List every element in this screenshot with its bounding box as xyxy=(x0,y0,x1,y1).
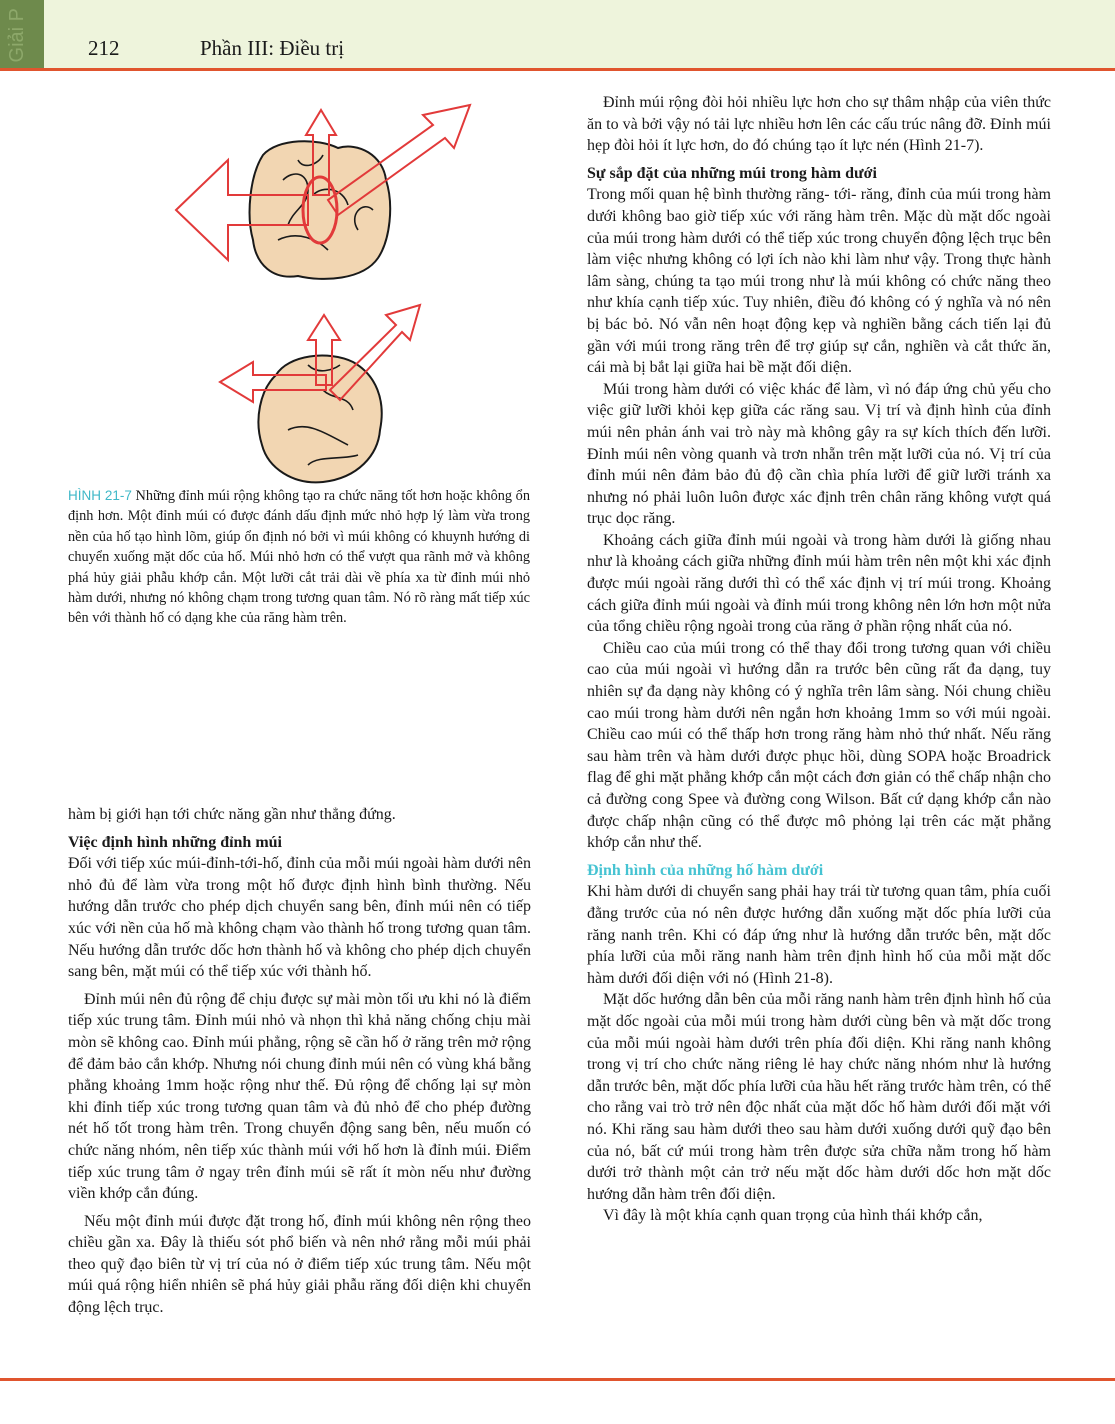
section-heading: Việc định hình những đỉnh múi xyxy=(68,833,282,851)
paragraph: Chiều cao của múi trong có thể thay đổi trong tương quan với chiều cao của múi ngoài vì hướng dẫn ra trước bên cũng rất đa dạng, tuy nhiên sự đa dạng này không có ý nghĩa trên lâm sàng. Nói chung chiều cao múi trong hàm dưới nên ngắn hơn khoảng 1mm so với múi ngoài. Chiều cao múi có thể thấp hơn trong răng hàm nhỏ thứ nhất. Nếu răng sau hàm trên và hàm dưới được phục hồi, dùng SOPA hoặc Broadrick flag để ghi mặt phẳng khớp cắn một cách đơn giản có thể chấp nhận cho cả đường cong Spee và đường cong Wilson. Bất cứ dạng khớp cắn nào được chấp nhận cũng có thể được mô phỏng lại trên các mặt phẳng khớp cắn như thế. xyxy=(587,639,1051,852)
left-column xyxy=(68,804,531,1319)
side-tab-label: Giải P xyxy=(6,8,28,63)
page-number: 212 xyxy=(88,36,120,60)
section-heading: Sự sắp đặt của những múi trong hàm dưới xyxy=(587,164,877,182)
running-head: Phần III: Điều trị xyxy=(200,36,345,60)
right-column xyxy=(587,92,1051,1227)
paragraph: Múi trong hàm dưới có việc khác để làm, vì nó đáp ứng chủ yếu cho việc giữ lưỡi khỏi kẹp giữa các răng sau. Vị trí và định hình của đỉnh múi nên phản ánh vai trò này mà không gây ra sự kích thích đến lưỡi. Đỉnh múi nên vòng quanh và trơn nhẵn trên mặt lưỡi của nó. Vị trí của đỉnh múi nên đảm bảo đủ độ cần chìa phía lưỡi để giữ lưỡi tránh xa nhưng nó phải luôn luôn được xác định trên chân răng không vượt quá trục dọc răng. xyxy=(587,380,1051,528)
paragraph: Trong mối quan hệ bình thường răng- tới- răng, đỉnh của múi trong hàm dưới không bao giờ tiếp xúc với răng hàm trên. Mặc dù mặt dốc ngoài của múi trong hàm dưới có thể tiếp xúc trong chuyển động lệch trục bên làm việc nhưng không có lợi ích nào khi làm như vậy. Trong thực hành lâm sàng, chúng ta tạo múi trong như là múi không có chức năng theo như khía cạnh tiếp xúc. Tuy nhiên, điều đó không có ý nghĩa và nó nên bị bác bỏ. Nó vẫn nên hoạt động kẹp và nghiền bằng cách tiến lại đủ gần với múi trong răng trên để trợ giúp sự cắn, nghiền và cắt thức ăn, cái mà bị bắt lại giữa hai bề mặt đối diện. xyxy=(587,186,1051,377)
paragraph: Khoảng cách giữa đỉnh múi ngoài và trong hàm dưới là giống nhau như là khoảng cách giữa những đỉnh múi hàm trên nên một khi xác định được múi ngoài răng dưới thì có thể xác định vị trí múi trong. Khoảng cách giữa đỉnh múi ngoài và đỉnh múi trong không nên lớn hơn một nửa của tổng chiều rộng ngoài trong của răng ở phần rộng nhất của nó. xyxy=(587,531,1051,636)
paragraph: Đỉnh múi rộng đòi hỏi nhiều lực hơn cho sự thâm nhập của viên thức ăn to và bởi vậy nó tải lực nhiều hơn lên các cấu trúc nâng đỡ. Đỉnh múi hẹp đòi hỏi ít lực hơn, do đó chúng tạo ít lực nén (Hình 21-7). xyxy=(587,94,1051,155)
tooth-narrow-cusp xyxy=(220,305,420,482)
paragraph: Nếu một đỉnh múi được đặt trong hố, đỉnh múi không nên rộng theo chiều gần xa. Đây là thiếu sót phổ biến và nên nhớ rằng mỗi múi phải theo quỹ đạo biên từ vị trí của nó ở điểm tiếp xúc trung tâm. Nếu một múi quá rộng hiển nhiên sẽ phá hủy giải phẫu răng đối diện khi chuyển động lệch trục. xyxy=(68,1212,531,1317)
paragraph: Mặt dốc hướng dẫn bên của mỗi răng nanh hàm trên định hình hố của mặt dốc ngoài của mỗi múi trong hàm dưới cùng bên và mặt dốc trong của mỗi múi ngoài hàm dưới trên phía đối diện. Khi răng nanh không trong vị trí cho chức năng riêng lẻ hay chức năng nhóm như là hướng dẫn trước bên, mặt dốc phía lưỡi của hầu hết răng trước hàm trên, có thể cho rằng vai trò trở nên độc nhất của mặt dốc hố hàm dưới đối mặt với nó. Khi răng sau hàm dưới theo sau hàm dưới xuống dưới quỹ đạo bên của nó, bất cứ múi trong hàm trên được sửa chữa nằm trong hố hàm dưới trở thành một cản trở nếu mặt dốc hàm dưới dốc hơn mặt dốc hướng dẫn hàm trên đối diện. xyxy=(587,991,1051,1203)
footer-rule xyxy=(0,1378,1115,1381)
figure-tooth-illustration xyxy=(158,100,478,495)
header-rule xyxy=(0,68,1115,71)
figure-caption-text: Những đỉnh múi rộng không tạo ra chức năng tốt hơn hoặc không ổn định hơn. Một đỉnh múi có được đánh dấu định mức nhỏ hợp lý làm vừa trong nền của hố tạo hình lõm, giúp ổn định nó bởi vì múi không có khuynh hướng di chuyển xuống mặt dốc của hố. Múi nhỏ hơn có thể vượt qua rãnh mở và không phá hủy giải phẫu khớp cắn. Một lưỡi cắt trải dài về phía xa từ đỉnh múi nhỏ hàm dưới, nhưng nó không chạm trong tương quan tâm. Nó rõ ràng mất tiếp xúc bên với thành hố có dạng khe của răng hàm trên. xyxy=(68,488,530,627)
paragraph: Vì đây là một khía cạnh quan trọng của hình thái khớp cắn, xyxy=(603,1207,983,1225)
tooth-wide-cusp xyxy=(176,105,470,279)
figure-label: HÌNH 21-7 xyxy=(68,488,132,503)
figure-caption xyxy=(68,486,530,629)
page-header xyxy=(0,0,1115,68)
paragraph: Khi hàm dưới di chuyển sang phải hay trái từ tương quan tâm, phía cuối đằng trước của nó nên được hướng dẫn xuống mặt dốc phía lưỡi của răng nanh trên. Khi có đáp ứng như là hướng dẫn trước bên, mặt dốc phía lưỡi của mỗi răng nanh hàm trên định hình hố của mỗi mặt dốc hàm dưới đối diện với nó (Hình 21-8). xyxy=(587,883,1051,987)
side-tab xyxy=(0,0,44,68)
paragraph: hàm bị giới hạn tới chức năng gần như thẳng đứng. xyxy=(68,806,396,823)
section-heading-teal: Định hình của những hố hàm dưới xyxy=(587,861,824,879)
paragraph: Đối với tiếp xúc múi-đỉnh-tới-hố, đỉnh của mỗi múi ngoài hàm dưới nên nhỏ đủ để làm vừa trong một hố được định hình bình thường. Nếu hướng dẫn trước cho phép dịch chuyển sang bên, đỉnh múi nên có tiếp xúc với nền của hố mà không chạm vào thành hố trong tương quan tâm. Nếu hướng dẫn trước dốc hơn thành hố và không cho phép dịch chuyển sang bên, mặt múi có thể tiếp xúc với thành hố. xyxy=(68,855,531,981)
paragraph: Đỉnh múi nên đủ rộng để chịu được sự mài mòn tối ưu khi nó là điểm tiếp xúc trung tâm. Đỉnh múi nhỏ và nhọn thì khả năng chống chịu mài mòn sẽ không cao. Đỉnh múi phẳng, rộng sẽ cần hố ở răng trên mở rộng để đảm bảo cắn khớp. Nhưng nói chung đỉnh múi nên có vùng khá bằng phẳng khoảng 1mm hoặc rộng như thế. Đủ rộng để chống lại sự mòn khi đỉnh tiếp xúc trong tương quan tâm và đủ nhỏ để cho phép đường nét hố tốt trong hàm trên. Trong chuyển động sang bên, nếu muốn có chức năng nhóm, nên tiếp xúc thành múi với hố hơn là đỉnh múi. Điểm tiếp xúc trung tâm ở ngay trên đỉnh múi sẽ rất ít mòn nếu như đường viền khớp cắn đúng. xyxy=(68,990,531,1203)
